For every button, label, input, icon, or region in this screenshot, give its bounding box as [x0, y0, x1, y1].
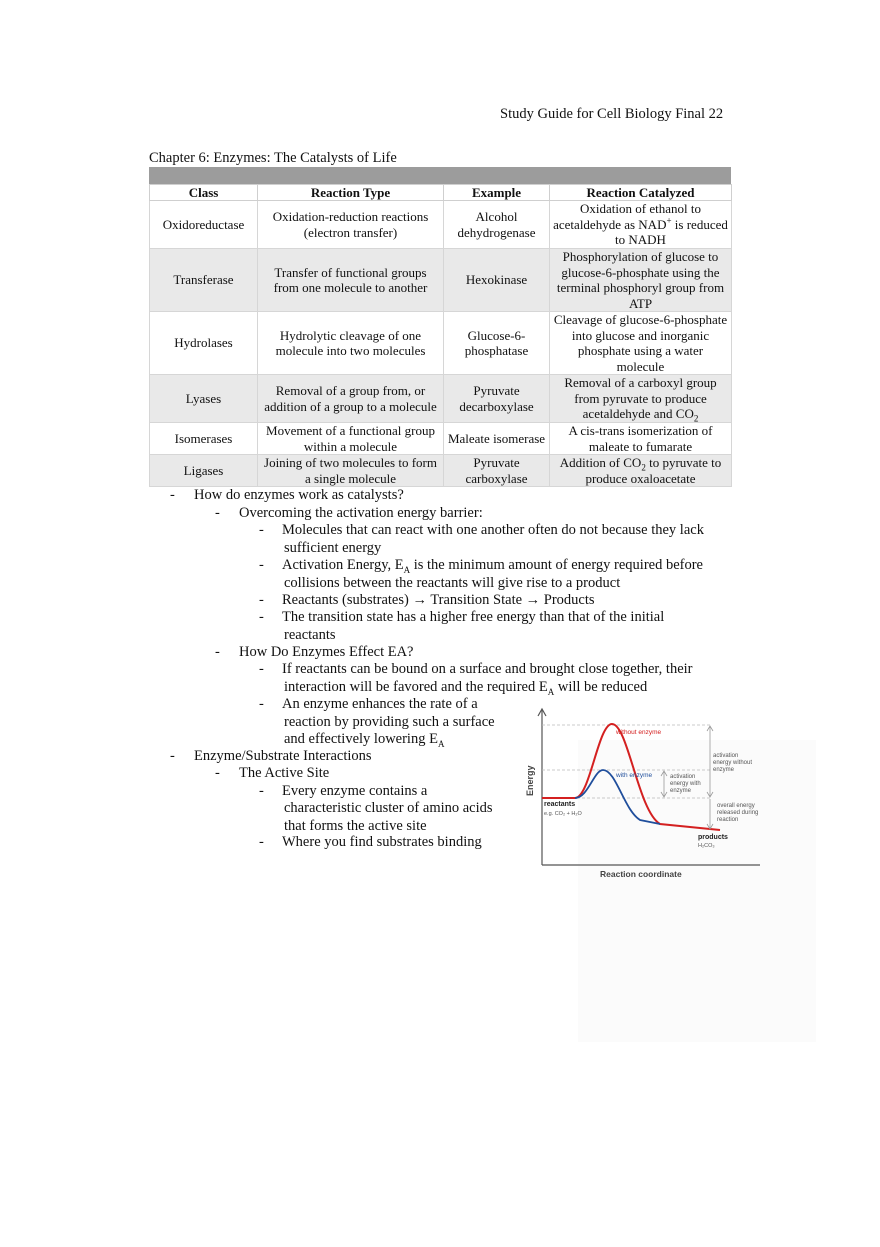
cell-catalyzed: Cleavage of glucose-6-phosphate into glucose and inorganic phosphate using a water molecule: [550, 312, 732, 375]
bullet-text: If reactants can be bound on a surface and brought close together, their: [282, 661, 693, 677]
label-activation-with: activation: [670, 774, 696, 780]
page-header: Study Guide for Cell Biology Final 22: [500, 106, 724, 122]
bullet-text: reactants: [284, 627, 336, 643]
table-row: [150, 375, 732, 423]
bullet-text: interaction will be favored and the required $E_A$ will be reduced: [284, 679, 648, 697]
table-row: [150, 423, 732, 455]
cell-example: Hexokinase: [444, 249, 550, 312]
bullet-dash: -: [259, 834, 264, 850]
cell-type: Removal of a group from, or addition of a group to a molecule: [258, 375, 444, 423]
bullet-dash: -: [259, 609, 264, 625]
bullet-dash: -: [170, 487, 175, 503]
label-activation-without: activation: [713, 753, 739, 759]
cell-type: Joining of two molecules to form a single molecule: [258, 455, 444, 487]
svg-text:reaction: reaction: [717, 817, 739, 823]
cell-class: Oxidoreductase: [150, 201, 258, 249]
column-header-reaction-type: Reaction Type: [258, 185, 444, 201]
bullet-text: Every enzyme contains a: [282, 783, 428, 799]
cell-class: Ligases: [150, 455, 258, 487]
subheading-enzymes-effect: How Do Enzymes Effect EA?: [239, 644, 414, 660]
bullet-dash: -: [259, 592, 264, 608]
bullet-dash: -: [215, 644, 220, 660]
energy-diagram: [520, 706, 820, 882]
table-row: [150, 201, 732, 249]
cell-type: Hydrolytic cleavage of one molecule into two molecules: [258, 312, 444, 375]
label-reactants-example: e.g. CO₂ + H₂O: [544, 811, 582, 817]
cell-class: Isomerases: [150, 423, 258, 455]
svg-text:energy without: energy without: [713, 760, 753, 766]
cell-class: Hydrolases: [150, 312, 258, 375]
cell-example: Alcohol dehydrogenase: [444, 201, 550, 249]
question-how-enzymes-work: How do enzymes work as catalysts?: [194, 487, 404, 503]
bullet-text: that forms the active site: [284, 818, 427, 834]
table-row: [150, 455, 732, 487]
svg-text:enzyme: enzyme: [713, 767, 735, 773]
bullet-dash: -: [215, 505, 220, 521]
bullet-text: The transition state has a higher free energy than that of the initial: [282, 609, 665, 625]
bullet-dash: -: [259, 783, 264, 799]
bullet-text: Molecules that can react with one another often do not because they lack: [282, 522, 704, 538]
label-products-example: H₂CO₃: [698, 843, 715, 849]
cell-catalyzed: A cis-trans isomerization of maleate to fumarate: [550, 423, 732, 455]
column-header-reaction-catalyzed: Reaction Catalyzed: [550, 185, 732, 201]
bullet-text: collisions between the reactants will give rise to a product: [284, 575, 621, 591]
bullet-text: characteristic cluster of amino acids: [284, 800, 493, 816]
svg-text:released during: released during: [717, 810, 759, 816]
label-reactants: reactants: [544, 801, 576, 808]
bullet-dash: -: [170, 748, 175, 764]
table-header-band: [149, 167, 731, 184]
x-axis-label: Reaction coordinate: [600, 869, 682, 879]
cell-class: Transferase: [150, 249, 258, 312]
bullet-dash: -: [259, 557, 264, 573]
label-without-enzyme: without enzyme: [616, 729, 662, 736]
cell-example: Pyruvate carboxylase: [444, 455, 550, 487]
cell-type: Movement of a functional group within a molecule: [258, 423, 444, 455]
bullet-dash: -: [259, 522, 264, 538]
bullet-text: Reactants (substrates) → Transition State → Products: [282, 592, 595, 608]
question-enzyme-substrate: Enzyme/Substrate Interactions: [194, 748, 372, 764]
table-row: [150, 312, 732, 375]
bullet-dash: -: [259, 696, 264, 712]
bullet-text: Activation Energy, $E_A$ is the minimum amount of energy required before: [282, 557, 703, 575]
enzyme-class-table: [149, 167, 731, 487]
cell-example: Maleate isomerase: [444, 423, 550, 455]
bullet-dash: -: [259, 661, 264, 677]
bullet-dash: -: [215, 765, 220, 781]
cell-catalyzed: Oxidation of ethanol to acetaldehyde as NAD+ is reduced to NADH: [550, 201, 732, 249]
cell-example: Glucose-6-phosphatase: [444, 312, 550, 375]
subheading-active-site: The Active Site: [239, 765, 330, 781]
cell-example: Pyruvate decarboxylase: [444, 375, 550, 423]
subheading-activation-barrier: Overcoming the activation energy barrier:: [239, 505, 483, 521]
bullet-text: sufficient energy: [284, 540, 382, 556]
cell-type: Transfer of functional groups from one molecule to another: [258, 249, 444, 312]
cell-catalyzed: Removal of a carboxyl group from pyruvate to produce acetaldehyde and $CO_2$: [550, 375, 732, 423]
label-products: products: [698, 834, 728, 841]
chapter-title: Chapter 6: Enzymes: The Catalysts of Life: [149, 150, 397, 166]
svg-text:energy with: energy with: [670, 781, 701, 787]
column-header-example: Example: [444, 185, 550, 201]
label-with-enzyme: with enzyme: [616, 772, 653, 779]
y-axis-label: Energy: [525, 765, 535, 796]
svg-text:enzyme: enzyme: [670, 788, 692, 794]
bullet-text: and effectively lowering $E_A$: [284, 731, 445, 749]
bullet-text: reaction by providing such a surface: [284, 714, 495, 730]
cell-type: Oxidation-reduction reactions (electron transfer): [258, 201, 444, 249]
column-header-class: Class: [150, 185, 258, 201]
label-overall-energy: overall energy: [717, 803, 755, 809]
table-row: [150, 249, 732, 312]
bullet-text: An enzyme enhances the rate of a: [282, 696, 478, 712]
cell-catalyzed: Addition of $CO_2$ to pyruvate to produce oxaloacetate: [550, 455, 732, 487]
cell-catalyzed: Phosphorylation of glucose to glucose-6-phosphate using the terminal phosphoryl group from ATP: [550, 249, 732, 312]
cell-class: Lyases: [150, 375, 258, 423]
bullet-text: Where you find substrates binding: [282, 834, 482, 850]
